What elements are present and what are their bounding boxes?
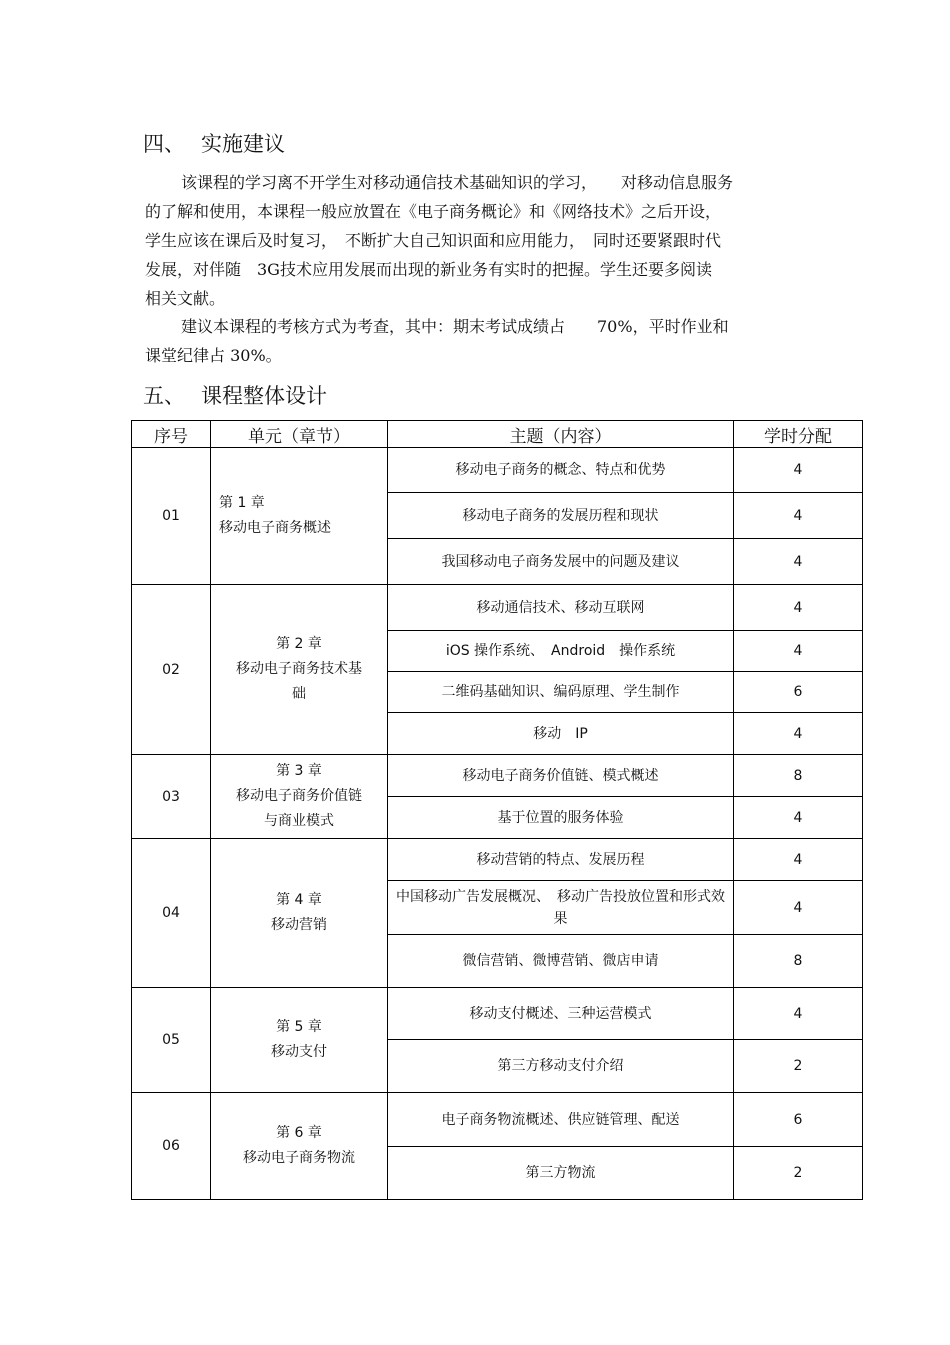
hours-cell: 4 <box>734 631 863 672</box>
unit-title-line: 移动支付 <box>271 1044 327 1060</box>
hours-cell: 8 <box>734 755 863 797</box>
paragraph-line: 的了解和使用，本课程一般应放置在《电子商务概论》和《网络技术》之后开设， <box>145 202 722 221</box>
topic-cell: 移动营销的特点、发展历程 <box>388 839 734 881</box>
hours-cell: 4 <box>734 713 863 755</box>
topic-cell: 第三方移动支付介绍 <box>388 1040 734 1093</box>
topic-cell: iOS 操作系统、 Android 操作系统 <box>388 631 734 672</box>
paragraph-line: 课堂纪律占 30%。 <box>145 346 282 365</box>
paragraph-line: 建议本课程的考核方式为考查，其中：期末考试成绩占 70%，平时作业和 <box>181 317 729 336</box>
unit-title-line: 移动电子商务物流 <box>243 1150 355 1166</box>
unit-title-line: 移动营销 <box>271 917 327 933</box>
hours-cell: 4 <box>734 881 863 935</box>
chapter-label: 第 5 章 <box>276 1019 322 1035</box>
section-4-number: 四、 <box>143 132 185 156</box>
paragraph-line: 发展，对伴随 3G技术应用发展而出现的新业务有实时的把握。学生还要多阅读 <box>145 260 712 279</box>
header-seq: 序号 <box>132 421 211 448</box>
paragraph-line: 相关文献。 <box>145 289 226 308</box>
topic-cell: 移动支付概述、三种运营模式 <box>388 988 734 1040</box>
header-hours: 学时分配 <box>734 421 863 448</box>
seq-cell: 06 <box>132 1093 211 1200</box>
section-5-title: 课程整体设计 <box>201 384 327 408</box>
topic-cell: 移动电子商务的概念、特点和优势 <box>388 448 734 493</box>
seq-cell: 04 <box>132 839 211 988</box>
paragraph-line: 学生应该在课后及时复习， 不断扩大自己知识面和应用能力， 同时还要紧跟时代 <box>145 231 722 250</box>
section-4-paragraph-2 <box>145 312 805 370</box>
course-design-table <box>131 420 863 1200</box>
section-4-paragraph-1 <box>145 168 805 313</box>
section-4-heading <box>143 128 285 158</box>
chapter-label: 第 4 章 <box>276 892 322 908</box>
unit-cell <box>211 1093 388 1200</box>
seq-cell: 01 <box>132 448 211 585</box>
unit-title-line: 移动电子商务概述 <box>219 520 331 536</box>
table-row <box>132 839 863 881</box>
table-row <box>132 448 863 493</box>
seq-cell: 05 <box>132 988 211 1093</box>
table-row <box>132 988 863 1040</box>
unit-title-line: 础 <box>292 686 306 702</box>
hours-cell: 8 <box>734 935 863 988</box>
hours-cell: 4 <box>734 539 863 585</box>
header-unit: 单元（章节） <box>211 421 388 448</box>
unit-title-line: 移动电子商务技术基 <box>236 661 362 677</box>
table-row <box>132 755 863 797</box>
hours-cell: 6 <box>734 672 863 713</box>
hours-cell: 4 <box>734 585 863 631</box>
paragraph-line: 该课程的学习离不开学生对移动通信技术基础知识的学习， 对移动信息服务 <box>181 173 734 192</box>
seq-cell: 02 <box>132 585 211 755</box>
unit-cell <box>211 988 388 1093</box>
table-row <box>132 585 863 631</box>
seq-cell: 03 <box>132 755 211 839</box>
hours-cell: 4 <box>734 493 863 539</box>
unit-cell <box>211 755 388 839</box>
topic-cell: 微信营销、微博营销、微店申请 <box>388 935 734 988</box>
topic-cell: 第三方物流 <box>388 1147 734 1200</box>
table-header-row <box>132 421 863 448</box>
unit-title-line: 移动电子商务价值链 <box>236 788 362 804</box>
unit-title-line: 与商业模式 <box>264 813 334 829</box>
topic-cell: 移动电子商务价值链、模式概述 <box>388 755 734 797</box>
hours-cell: 2 <box>734 1040 863 1093</box>
hours-cell: 4 <box>734 797 863 839</box>
course-design-table-wrapper <box>131 420 863 1200</box>
topic-cell: 我国移动电子商务发展中的问题及建议 <box>388 539 734 585</box>
section-4-title: 实施建议 <box>201 132 285 156</box>
topic-cell: 移动通信技术、移动互联网 <box>388 585 734 631</box>
topic-cell: 基于位置的服务体验 <box>388 797 734 839</box>
chapter-label: 第 1 章 <box>219 495 265 511</box>
section-5-heading <box>143 380 327 410</box>
header-topic: 主题（内容） <box>388 421 734 448</box>
topic-cell: 中国移动广告发展概况、 移动广告投放位置和形式效果 <box>388 881 734 935</box>
topic-cell: 二维码基础知识、编码原理、学生制作 <box>388 672 734 713</box>
topic-cell: 移动电子商务的发展历程和现状 <box>388 493 734 539</box>
table-row <box>132 1093 863 1147</box>
topic-cell: 移动 IP <box>388 713 734 755</box>
chapter-label: 第 6 章 <box>276 1125 322 1141</box>
unit-cell <box>211 585 388 755</box>
hours-cell: 2 <box>734 1147 863 1200</box>
hours-cell: 4 <box>734 839 863 881</box>
hours-cell: 4 <box>734 448 863 493</box>
hours-cell: 6 <box>734 1093 863 1147</box>
hours-cell: 4 <box>734 988 863 1040</box>
unit-cell <box>211 839 388 988</box>
topic-cell: 电子商务物流概述、供应链管理、配送 <box>388 1093 734 1147</box>
unit-cell <box>211 448 388 585</box>
section-5-number: 五、 <box>143 384 185 408</box>
chapter-label: 第 3 章 <box>276 763 322 779</box>
chapter-label: 第 2 章 <box>276 636 322 652</box>
